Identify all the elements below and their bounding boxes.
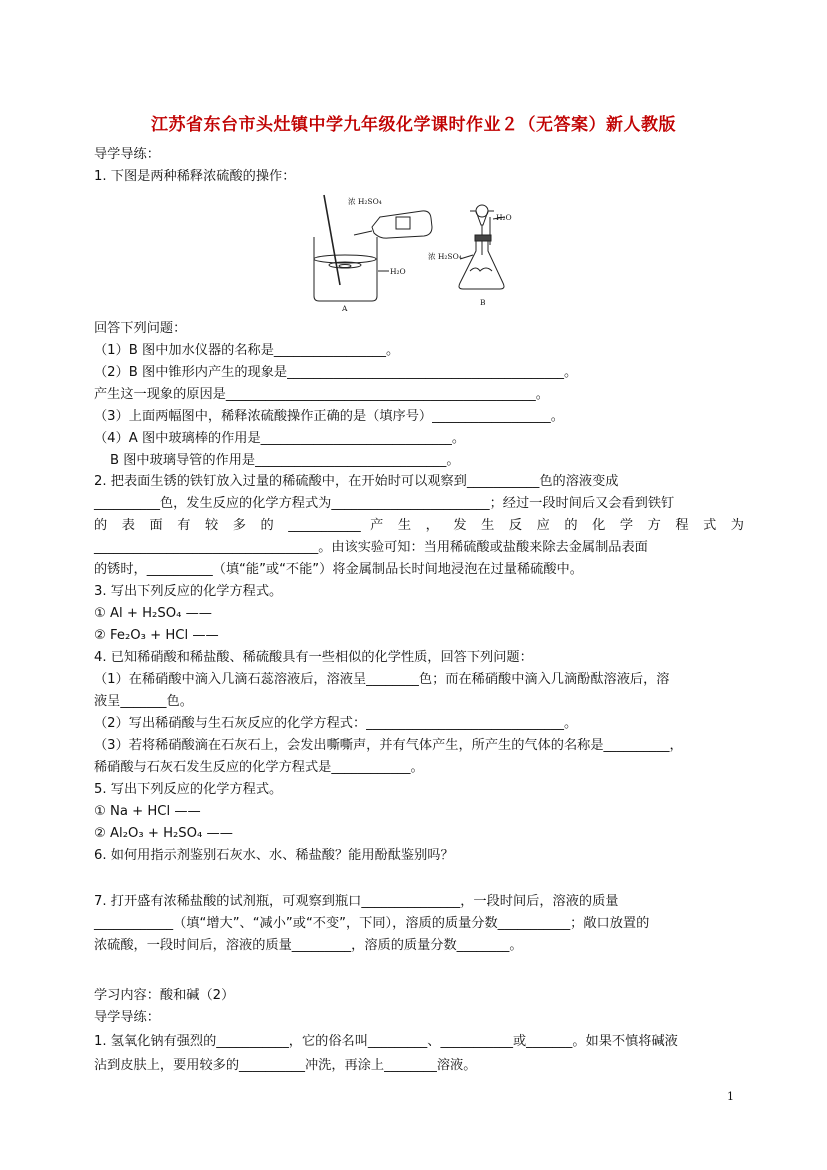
acid-label-a: 浓 H₂SO₄ <box>348 197 382 206</box>
question-4: 4. 已知稀硝酸和稀盐酸、稀硫酸具有一些相似的化学性质，回答下列问题： <box>94 650 533 665</box>
answer-prompt: 回答下列问题： <box>94 321 187 336</box>
question-1-3: （3）上面两幅图中，稀释浓硫酸操作正确的是（填序号）__________________。 <box>94 409 564 424</box>
question-6: 6. 如何用指示剂鉴别石灰水、水、稀盐酸？能用酚酞鉴别吗？ <box>94 848 454 863</box>
figure-label-a: A <box>342 304 348 313</box>
glass-rod <box>324 195 340 285</box>
question-5-2: ② Al₂O₃ + H₂SO₄ —— <box>94 826 233 841</box>
section-subheading-2: 导学导练： <box>94 1010 160 1025</box>
question-2-line-3: 的 表 面 有 较 多 的 ___________ 产 生 ， 发 生 反 应 的 化 学 方 程 式 为 <box>94 518 744 533</box>
page-number: 1 <box>727 1090 734 1103</box>
question-1-4a: （4）A 图中玻璃棒的作用是_____________________________。 <box>94 431 466 446</box>
question-1: 1. 下图是两种稀释浓硫酸的操作： <box>94 169 296 184</box>
figure-label-b: B <box>480 298 486 307</box>
question-3: 3. 写出下列反应的化学方程式。 <box>94 584 283 599</box>
question-2-line-4: __________________________________。由该实验可知：当用稀硫酸或盐酸来除去金属制品表面 <box>94 540 648 555</box>
question-2-line-2: __________色，发生反应的化学方程式为________________________；经过一段时间后又会看到铁钉 <box>94 496 675 511</box>
acid-label-b: 浓 H₂SO₄ <box>428 252 462 261</box>
question-5: 5. 写出下列反应的化学方程式。 <box>94 782 283 797</box>
water-label-a: H₂O <box>390 267 406 276</box>
question-4-2: （2）写出稀硝酸与生石灰反应的化学方程式：______________________________。 <box>94 716 578 731</box>
section-heading-2: 学习内容：酸和碱（2） <box>94 988 235 1003</box>
part2-question-1a: 1. 氢氧化钠有强烈的___________，它的俗名叫_________、___________或_______。如果不慎将碱液 <box>94 1034 678 1049</box>
question-1-1: （1）B 图中加水仪器的名称是_________________。 <box>94 343 400 358</box>
question-1-2-reason: 产生这一现象的原因是_______________________________________________。 <box>94 387 549 402</box>
document-title: 江苏省东台市头灶镇中学九年级化学课时作业２（无答案）新人教版 <box>151 115 676 135</box>
question-2-line-1: 2. 把表面生锈的铁钉放入过量的稀硫酸中，在开始时可以观察到___________色的溶液变成 <box>94 474 619 489</box>
question-1-2: （2）B 图中锥形内产生的现象是__________________________________________。 <box>94 365 578 380</box>
beaker-a <box>314 237 377 301</box>
question-7-line-3: 浓硫酸，一段时间后，溶液的质量_________，溶质的质量分数________。 <box>94 938 523 953</box>
question-2-line-5: 的锈时，__________（填“能”或“不能”）将金属制品长时间地浸泡在过量稀硫酸中。 <box>94 562 583 577</box>
question-7-line-2: ____________（填“增大”、“减小”或“不变”，下同），溶质的质量分数___________；敞口放置的 <box>94 916 650 931</box>
dilution-figure <box>310 193 526 313</box>
question-3-2: ② Fe₂O₃ + HCl —— <box>94 628 219 643</box>
question-4-1b: 液呈_______色。 <box>94 694 193 709</box>
question-5-1: ① Na + HCl —— <box>94 804 201 819</box>
question-7-line-1: 7. 打开盛有浓稀盐酸的试剂瓶，可观察到瓶口_______________，一段时间后，溶液的质量 <box>94 894 619 909</box>
section-heading: 导学导练： <box>94 147 160 162</box>
question-4-3b: 稀硝酸与石灰石发生反应的化学方程式是____________。 <box>94 760 424 775</box>
water-label-b: H₂O <box>496 213 512 222</box>
question-1-4b: B 图中玻璃导管的作用是_____________________________。 <box>110 453 460 468</box>
acid-bottle <box>372 211 432 238</box>
question-4-3a: （3）若将稀硝酸滴在石灰石上，会发出嘶嘶声，并有气体产生，所产生的气体的名称是__________， <box>94 738 683 753</box>
question-3-1: ① Al + H₂SO₄ —— <box>94 606 212 621</box>
question-4-1a: （1）在稀硝酸中滴入几滴石蕊溶液后，溶液呈________色；而在稀硝酸中滴入几滴酚酞溶液后，溶 <box>94 672 670 687</box>
part2-question-1b: 沾到皮肤上，要用较多的__________冲洗，再涂上________溶液。 <box>94 1058 477 1073</box>
